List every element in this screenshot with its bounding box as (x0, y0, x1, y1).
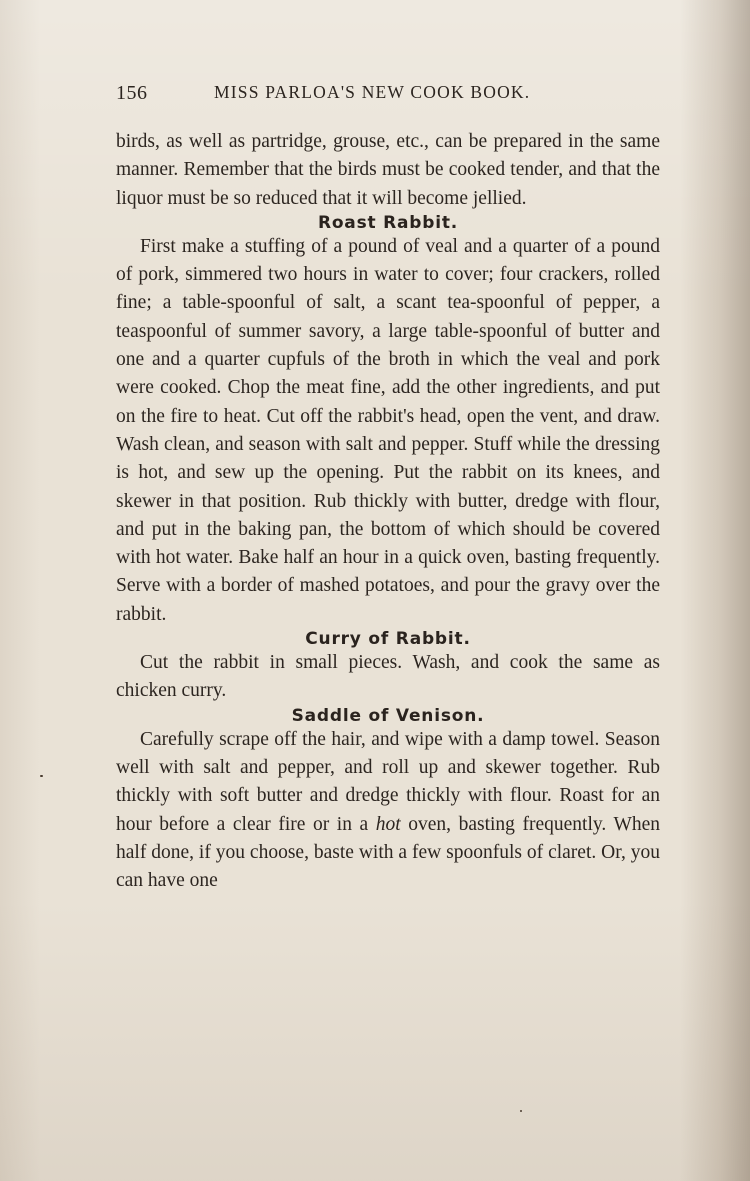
paper-speck (520, 1110, 522, 1112)
continued-paragraph: birds, as well as partridge, grouse, etc., can be prepared in the same manner. Remember that the birds must be cooked tender, and that the liquor must be so reduced that it will become jellied. (116, 131, 660, 209)
page-body (116, 128, 660, 895)
recipe-heading-roast-rabbit: Roast Rabbit. (317, 212, 459, 233)
recipe-heading-curry-of-rabbit: Curry of Rabbit. (305, 629, 471, 650)
paper-speck (40, 775, 43, 777)
running-head: MISS PARLOA'S NEW COOK BOOK. (214, 82, 531, 102)
venison-text-part-2: oven, basting frequently. When half done, if you choose, baste with a few spoonfuls of claret. Or, you can have one (116, 813, 661, 892)
venison-text-part-1: Carefully scrape off the hair, and wipe with a damp towel. Season well with salt and pepper, and roll up and skewer together. Rub thickly with soft butter and dredge thickly with flour. Roast for an hour before a clear fire or in a (116, 728, 660, 835)
recipe-heading-saddle-of-venison: Saddle of Venison. (291, 705, 485, 726)
page-number: 156 (116, 82, 148, 104)
page-header (116, 80, 660, 110)
recipe-body-roast-rabbit: First make a stuffing of a pound of veal and a quarter of a pound of pork, simmered two hours in water to cover; four crackers, rolled fine; a table-spoonful of salt, a scant tea-spoonful of pepper, a teaspoonful of summer savory, a large table-spoonful of butter and one and a quarter cupfuls of the broth in which the veal and pork were cooked. Chop the meat fine, add the other ingredients, and put on the fire to heat. Cut off the rabbit's head, open the vent, and draw. Wash clean, and season with salt and pepper. Stuff while the dressing is hot, and sew up the opening. Put the rabbit on its knees, and skewer in that position. Rub thickly with butter, dredge with flour, and put in the baking pan, the bottom of which should be covered with hot water. Bake half an hour in a quick oven, basting frequently. Serve with a border of mashed potatoes, and pour the gravy over the rabbit. (116, 235, 660, 625)
recipe-body-saddle-of-venison (116, 726, 660, 896)
recipe-body-curry-of-rabbit: Cut the rabbit in small pieces. Wash, and cook the same as chicken curry. (116, 652, 660, 702)
venison-italic-word: hot (375, 813, 401, 835)
